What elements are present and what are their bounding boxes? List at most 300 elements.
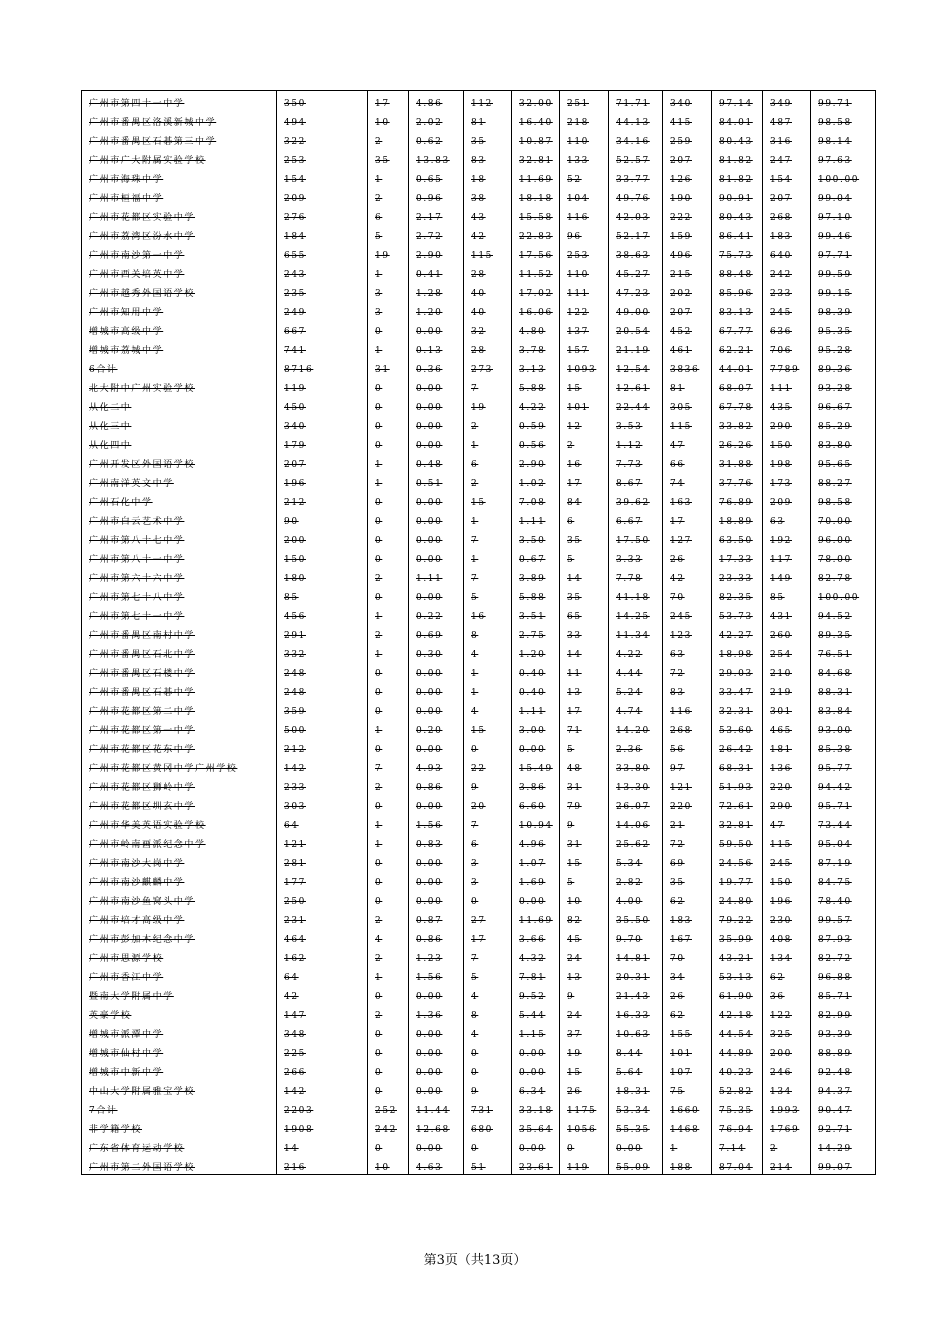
- cell-text: 7: [471, 954, 479, 964]
- value-cell: [277, 756, 368, 775]
- cell-text: 10: [567, 897, 582, 907]
- value-cell: [464, 889, 512, 908]
- value-cell: [277, 775, 368, 794]
- value-cell: [763, 509, 811, 528]
- value-cell: [560, 984, 609, 1003]
- cell-text: 246: [770, 1068, 792, 1078]
- value-cell: [368, 1060, 409, 1079]
- value-cell: [811, 452, 876, 471]
- value-cell: [368, 281, 409, 300]
- cell-text: 25.62: [616, 840, 650, 850]
- value-cell: [512, 813, 560, 832]
- cell-text: 4.00: [616, 897, 643, 907]
- cell-text: 增城市仙村中学: [89, 1049, 164, 1059]
- cell-text: 12: [567, 422, 582, 432]
- cell-text: 41.18: [616, 593, 650, 603]
- value-cell: [663, 1060, 712, 1079]
- cell-text: 99.46: [818, 232, 852, 242]
- cell-text: 5.88: [519, 384, 546, 394]
- value-cell: [763, 984, 811, 1003]
- cell-text: 7: [471, 384, 479, 394]
- table-row: [82, 262, 876, 281]
- value-cell: [409, 794, 464, 813]
- cell-text: 广州市南沙第一中学: [89, 251, 185, 261]
- value-cell: [464, 1003, 512, 1022]
- value-cell: [512, 585, 560, 604]
- cell-text: 增城市派潭中学: [89, 1030, 164, 1040]
- cell-text: 55.35: [616, 1125, 650, 1135]
- value-cell: [560, 851, 609, 870]
- cell-text: 广州市西关培英中学: [89, 270, 185, 280]
- cell-text: 3836: [670, 365, 700, 375]
- table-row: [82, 889, 876, 908]
- value-cell: [763, 1022, 811, 1041]
- cell-text: 95.71: [818, 802, 852, 812]
- cell-text: 4.86: [416, 99, 443, 109]
- value-cell: [277, 452, 368, 471]
- value-cell: [277, 186, 368, 205]
- cell-text: 1.69: [519, 878, 546, 888]
- value-cell: [609, 357, 663, 376]
- page-footer: 第3页（共13页）: [423, 1253, 527, 1268]
- value-cell: [712, 680, 763, 699]
- value-cell: [712, 1117, 763, 1136]
- cell-text: 12.68: [416, 1125, 450, 1135]
- value-cell: [609, 1003, 663, 1022]
- value-cell: [560, 1041, 609, 1060]
- cell-text: 0.00: [416, 897, 443, 907]
- value-cell: [464, 661, 512, 680]
- value-cell: [409, 832, 464, 851]
- cell-text: 71: [567, 726, 582, 736]
- cell-text: 22.44: [616, 403, 650, 413]
- cell-text: 44.01: [719, 365, 753, 375]
- cell-text: 5: [375, 232, 383, 242]
- cell-text: 0: [375, 688, 383, 698]
- value-cell: [409, 946, 464, 965]
- value-cell: [409, 357, 464, 376]
- cell-text: 广州市番禺区石碁中学: [89, 688, 196, 698]
- cell-text: 7: [471, 536, 479, 546]
- cell-text: 2.72: [416, 232, 443, 242]
- cell-text: 122: [567, 308, 589, 318]
- value-cell: [663, 224, 712, 243]
- cell-text: 18.31: [616, 1087, 650, 1097]
- cell-text: 85.96: [719, 289, 753, 299]
- cell-text: 广州市番禺区石碁第三中学: [89, 137, 217, 147]
- value-cell: [811, 680, 876, 699]
- value-cell: [811, 433, 876, 452]
- cell-text: 3.86: [519, 783, 546, 793]
- cell-text: 207: [284, 460, 306, 470]
- cell-text: 731: [471, 1106, 493, 1116]
- value-cell: [763, 129, 811, 148]
- cell-text: 85.29: [818, 422, 852, 432]
- cell-text: 0: [375, 555, 383, 565]
- cell-text: 49.00: [616, 308, 650, 318]
- value-cell: [763, 832, 811, 851]
- cell-text: 268: [770, 213, 792, 223]
- cell-text: 26.07: [616, 802, 650, 812]
- cell-text: 93.00: [818, 726, 852, 736]
- value-cell: [609, 376, 663, 395]
- value-cell: [368, 566, 409, 585]
- cell-text: 0.36: [416, 365, 443, 375]
- value-cell: [609, 338, 663, 357]
- value-cell: [368, 547, 409, 566]
- value-cell: [277, 262, 368, 281]
- value-cell: [663, 433, 712, 452]
- cell-text: 2.17: [416, 213, 443, 223]
- cell-text: 1908: [284, 1125, 314, 1135]
- school-name-cell: [82, 129, 277, 148]
- table-row: [82, 414, 876, 433]
- school-name-cell: [82, 642, 277, 661]
- value-cell: [811, 642, 876, 661]
- cell-text: 9.70: [616, 935, 643, 945]
- value-cell: [609, 547, 663, 566]
- cell-text: 111: [770, 384, 792, 394]
- cell-text: 68.07: [719, 384, 753, 394]
- value-cell: [609, 414, 663, 433]
- value-cell: [763, 1079, 811, 1098]
- cell-text: 0.00: [416, 422, 443, 432]
- cell-text: 82.99: [818, 1011, 852, 1021]
- cell-text: 0: [375, 517, 383, 527]
- value-cell: [763, 262, 811, 281]
- value-cell: [277, 490, 368, 509]
- value-cell: [277, 794, 368, 813]
- cell-text: 广州市第八十七中学: [89, 536, 185, 546]
- cell-text: 43: [471, 213, 486, 223]
- school-name-cell: [82, 471, 277, 490]
- table-row: [82, 243, 876, 262]
- value-cell: [368, 585, 409, 604]
- value-cell: [560, 319, 609, 338]
- table-row: [82, 1022, 876, 1041]
- value-cell: [368, 756, 409, 775]
- value-cell: [277, 699, 368, 718]
- value-cell: [368, 357, 409, 376]
- cell-text: 184: [284, 232, 306, 242]
- cell-text: 133: [567, 156, 589, 166]
- cell-text: 95.28: [818, 346, 852, 356]
- value-cell: [464, 908, 512, 927]
- value-cell: [763, 281, 811, 300]
- cell-text: 17.56: [519, 251, 553, 261]
- value-cell: [663, 946, 712, 965]
- cell-text: 0: [375, 384, 383, 394]
- value-cell: [763, 585, 811, 604]
- cell-text: 5.24: [616, 688, 643, 698]
- value-cell: [409, 566, 464, 585]
- cell-text: 67.77: [719, 327, 753, 337]
- cell-text: 96.00: [818, 536, 852, 546]
- cell-text: 196: [770, 897, 792, 907]
- cell-text: 56: [670, 745, 685, 755]
- table-row: [82, 167, 876, 186]
- cell-text: 14: [567, 574, 582, 584]
- cell-text: 115: [770, 840, 792, 850]
- value-cell: [811, 794, 876, 813]
- cell-text: 44.54: [719, 1030, 753, 1040]
- cell-text: 15: [471, 726, 486, 736]
- value-cell: [277, 110, 368, 129]
- cell-text: 9: [471, 1087, 479, 1097]
- value-cell: [368, 927, 409, 946]
- value-cell: [811, 737, 876, 756]
- value-cell: [560, 604, 609, 623]
- cell-text: 249: [284, 308, 306, 318]
- value-cell: [409, 680, 464, 699]
- cell-text: 126: [670, 175, 692, 185]
- value-cell: [368, 718, 409, 737]
- cell-text: 9: [567, 992, 575, 1002]
- value-cell: [464, 129, 512, 148]
- cell-text: 72.61: [719, 802, 753, 812]
- cell-text: 26: [670, 555, 685, 565]
- table-row: [82, 566, 876, 585]
- value-cell: [811, 471, 876, 490]
- cell-text: 0.48: [416, 460, 443, 470]
- cell-text: 119: [567, 1163, 589, 1173]
- value-cell: [560, 300, 609, 319]
- school-name-cell: [82, 699, 277, 718]
- cell-text: 0: [375, 859, 383, 869]
- value-cell: [609, 281, 663, 300]
- value-cell: [277, 300, 368, 319]
- value-cell: [368, 870, 409, 889]
- value-cell: [663, 1117, 712, 1136]
- value-cell: [811, 832, 876, 851]
- value-cell: [560, 376, 609, 395]
- value-cell: [368, 1003, 409, 1022]
- cell-text: 1.11: [519, 517, 546, 527]
- cell-text: 121: [284, 840, 306, 850]
- table-row: [82, 300, 876, 319]
- value-cell: [712, 433, 763, 452]
- value-cell: [409, 148, 464, 167]
- value-cell: [560, 91, 609, 111]
- value-cell: [763, 1155, 811, 1175]
- value-cell: [368, 642, 409, 661]
- school-name-cell: [82, 452, 277, 471]
- value-cell: [811, 699, 876, 718]
- school-name-cell: [82, 1060, 277, 1079]
- value-cell: [464, 623, 512, 642]
- cell-text: 广州市南沙麒麟中学: [89, 878, 185, 888]
- value-cell: [560, 1136, 609, 1155]
- cell-text: 268: [670, 726, 692, 736]
- value-cell: [409, 452, 464, 471]
- value-cell: [712, 110, 763, 129]
- cell-text: 215: [670, 270, 692, 280]
- value-cell: [368, 262, 409, 281]
- value-cell: [277, 281, 368, 300]
- value-cell: [560, 110, 609, 129]
- cell-text: 183: [770, 232, 792, 242]
- value-cell: [409, 1022, 464, 1041]
- value-cell: [560, 186, 609, 205]
- value-cell: [409, 1079, 464, 1098]
- value-cell: [464, 281, 512, 300]
- table-row: [82, 718, 876, 737]
- cell-text: 广州市花都区花东中学: [89, 745, 196, 755]
- cell-text: 0: [375, 707, 383, 717]
- value-cell: [560, 642, 609, 661]
- value-cell: [811, 186, 876, 205]
- cell-text: 0: [375, 593, 383, 603]
- cell-text: 456: [284, 612, 306, 622]
- school-statistics-table: [81, 90, 876, 1175]
- value-cell: [409, 281, 464, 300]
- cell-text: 32.00: [519, 99, 553, 109]
- value-cell: [464, 1060, 512, 1079]
- value-cell: [560, 528, 609, 547]
- value-cell: [609, 699, 663, 718]
- cell-text: 155: [670, 1030, 692, 1040]
- value-cell: [560, 1003, 609, 1022]
- school-name-cell: [82, 908, 277, 927]
- value-cell: [712, 490, 763, 509]
- value-cell: [663, 794, 712, 813]
- cell-text: 11.34: [616, 631, 650, 641]
- value-cell: [512, 1003, 560, 1022]
- school-name-cell: [82, 547, 277, 566]
- value-cell: [560, 509, 609, 528]
- value-cell: [663, 984, 712, 1003]
- value-cell: [712, 566, 763, 585]
- cell-text: 92.48: [818, 1068, 852, 1078]
- cell-text: 290: [770, 422, 792, 432]
- value-cell: [409, 186, 464, 205]
- value-cell: [409, 224, 464, 243]
- cell-text: 10.63: [616, 1030, 650, 1040]
- cell-text: 19.77: [719, 878, 753, 888]
- cell-text: 10: [375, 118, 390, 128]
- cell-text: 104: [567, 194, 589, 204]
- value-cell: [368, 1136, 409, 1155]
- table-row: [82, 338, 876, 357]
- cell-text: 42.18: [719, 1011, 753, 1021]
- cell-text: 13.83: [416, 156, 450, 166]
- school-name-cell: [82, 395, 277, 414]
- cell-text: 210: [770, 669, 792, 679]
- cell-text: 0: [567, 1144, 575, 1154]
- cell-text: 24: [567, 954, 582, 964]
- value-cell: [811, 490, 876, 509]
- cell-text: 2: [770, 1144, 778, 1154]
- cell-text: 100.00: [818, 593, 860, 603]
- cell-text: 350: [284, 99, 306, 109]
- table-row: [82, 376, 876, 395]
- value-cell: [811, 604, 876, 623]
- value-cell: [609, 718, 663, 737]
- value-cell: [712, 243, 763, 262]
- cell-text: 23.33: [719, 574, 753, 584]
- cell-text: 110: [567, 137, 589, 147]
- value-cell: [811, 756, 876, 775]
- table-row: [82, 110, 876, 129]
- school-name-cell: [82, 927, 277, 946]
- cell-text: 0.00: [416, 745, 443, 755]
- table-row: [82, 851, 876, 870]
- value-cell: [368, 1098, 409, 1117]
- cell-text: 83.80: [818, 441, 852, 451]
- value-cell: [277, 1022, 368, 1041]
- value-cell: [512, 338, 560, 357]
- cell-text: 96.88: [818, 973, 852, 983]
- value-cell: [277, 376, 368, 395]
- value-cell: [409, 376, 464, 395]
- cell-text: 4: [375, 935, 383, 945]
- value-cell: [663, 129, 712, 148]
- school-name-cell: [82, 319, 277, 338]
- cell-text: 广州市海珠中学: [89, 175, 164, 185]
- value-cell: [464, 642, 512, 661]
- cell-text: 84.68: [818, 669, 852, 679]
- value-cell: [368, 775, 409, 794]
- cell-text: 5.34: [616, 859, 643, 869]
- value-cell: [712, 870, 763, 889]
- cell-text: 0.00: [416, 1144, 443, 1154]
- cell-text: 9: [567, 821, 575, 831]
- value-cell: [409, 965, 464, 984]
- cell-text: 86.41: [719, 232, 753, 242]
- cell-text: 55.09: [616, 1163, 650, 1173]
- value-cell: [512, 965, 560, 984]
- school-name-cell: [82, 205, 277, 224]
- value-cell: [368, 623, 409, 642]
- cell-text: 18.18: [519, 194, 553, 204]
- value-cell: [409, 433, 464, 452]
- value-cell: [368, 946, 409, 965]
- value-cell: [409, 395, 464, 414]
- value-cell: [277, 832, 368, 851]
- value-cell: [663, 737, 712, 756]
- value-cell: [763, 471, 811, 490]
- cell-text: 99.04: [818, 194, 852, 204]
- value-cell: [663, 775, 712, 794]
- cell-text: 广州市第八十一中学: [89, 555, 185, 565]
- cell-text: 173: [770, 479, 792, 489]
- cell-text: 7.81: [519, 973, 546, 983]
- cell-text: 97.63: [818, 156, 852, 166]
- value-cell: [712, 167, 763, 186]
- cell-text: 150: [770, 878, 792, 888]
- cell-text: 0.40: [519, 688, 546, 698]
- cell-text: 87.93: [818, 935, 852, 945]
- cell-text: 35.50: [616, 916, 650, 926]
- cell-text: 67.78: [719, 403, 753, 413]
- cell-text: 1: [375, 612, 383, 622]
- cell-text: 0.86: [416, 783, 443, 793]
- value-cell: [512, 490, 560, 509]
- value-cell: [712, 205, 763, 224]
- cell-text: 17: [375, 99, 390, 109]
- value-cell: [464, 927, 512, 946]
- cell-text: 22: [471, 764, 486, 774]
- cell-text: 95.35: [818, 327, 852, 337]
- value-cell: [609, 205, 663, 224]
- value-cell: [663, 870, 712, 889]
- cell-text: 245: [670, 612, 692, 622]
- cell-text: 89.35: [818, 631, 852, 641]
- value-cell: [464, 585, 512, 604]
- cell-text: 4.80: [519, 327, 546, 337]
- cell-text: 35.64: [519, 1125, 553, 1135]
- value-cell: [409, 623, 464, 642]
